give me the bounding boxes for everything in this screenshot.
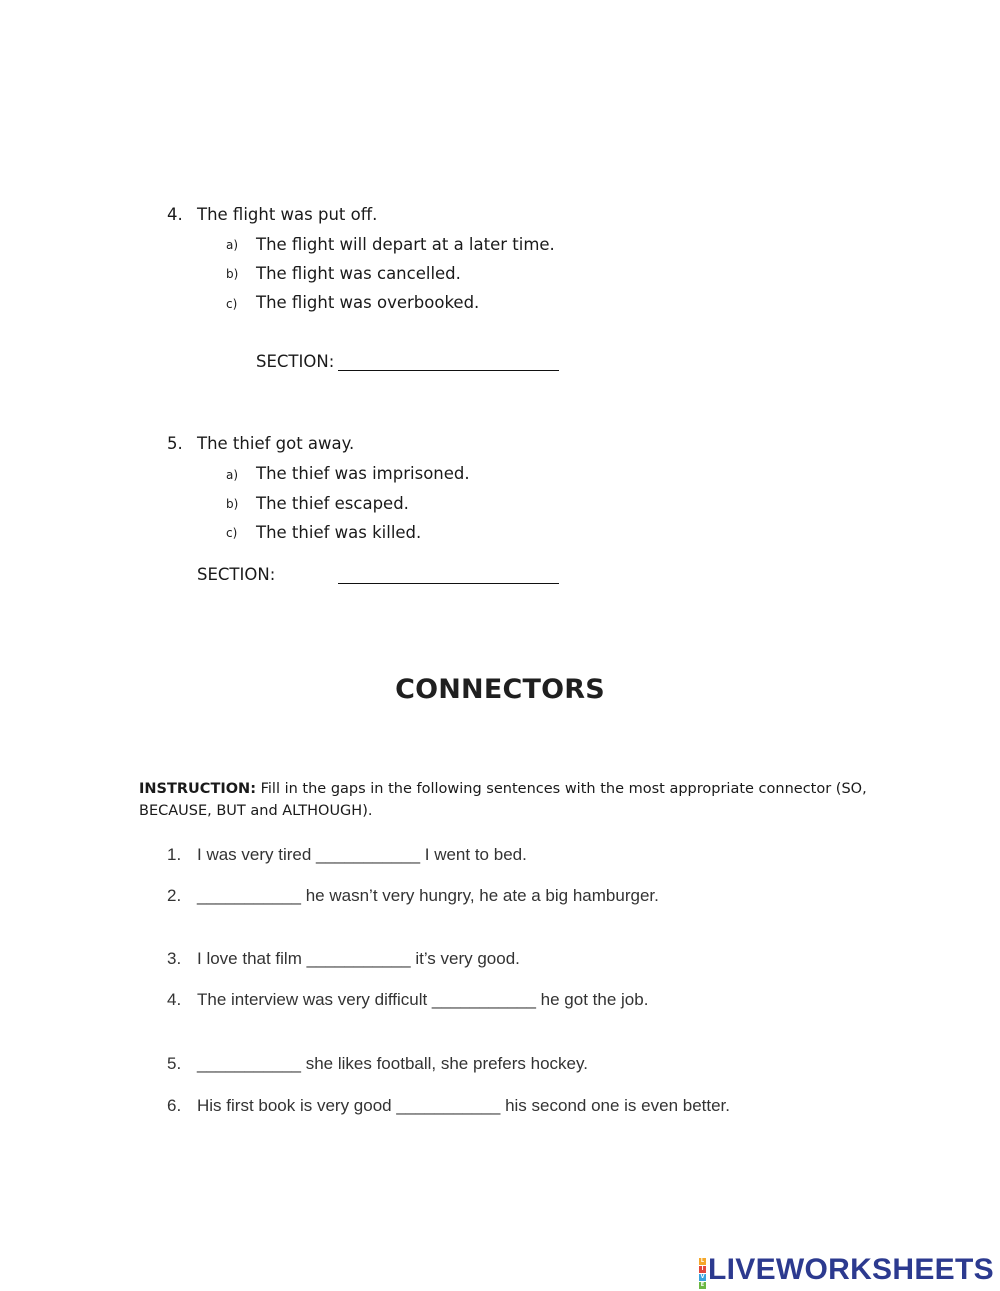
connector-sentence[interactable]: ___________ he wasn’t very hungry, he ate a big hamburger. (197, 886, 659, 905)
option-text: The flight was cancelled. (256, 264, 461, 283)
item-number: 4. (167, 990, 182, 1009)
option-letter: c) (226, 526, 238, 540)
option-text: The thief was killed. (256, 523, 422, 542)
question-number: 5. (167, 434, 183, 453)
option-text: The thief escaped. (256, 494, 409, 513)
item-number: 1. (167, 845, 182, 864)
logo-tile-v: V (700, 1274, 705, 1280)
item-number: 5. (167, 1054, 182, 1073)
section-answer-line[interactable] (338, 370, 559, 371)
section-answer-line[interactable] (338, 583, 559, 584)
logo-text: LIVEWORKSHEETS (708, 1253, 994, 1286)
section-title: CONNECTORS (395, 674, 605, 705)
instruction (139, 778, 879, 822)
option-letter: a) (226, 238, 239, 252)
question-text: The thief got away. (197, 434, 355, 453)
option-text: The flight will depart at a later time. (256, 235, 555, 254)
connector-sentence[interactable]: I love that film ___________ it’s very good. (197, 949, 520, 968)
item-number: 2. (167, 886, 182, 905)
item-number: 6. (167, 1096, 182, 1115)
logo-tile-e: E (700, 1282, 705, 1288)
connector-sentence[interactable]: ___________ she likes football, she prefers hockey. (197, 1054, 588, 1073)
question-text: The flight was put off. (197, 205, 378, 224)
logo-tile-i: I (699, 1266, 706, 1273)
connector-sentence[interactable]: The interview was very difficult ___________ he got the job. (197, 990, 649, 1009)
option-letter: c) (226, 297, 238, 311)
connector-sentence[interactable]: I was very tired ___________ I went to bed. (197, 845, 527, 864)
instruction-label: INSTRUCTION: (139, 781, 256, 797)
connector-sentence[interactable]: His first book is very good ___________ his second one is even better. (197, 1096, 731, 1115)
logo-tile-l: L (700, 1258, 705, 1264)
option-letter: b) (226, 497, 239, 511)
option-letter: a) (226, 468, 239, 482)
option-letter: b) (226, 267, 239, 281)
instruction-text: Fill in the gaps in the following sentences with the most appropriate connector (SO, BECAUSE, BUT and ALTHOUGH). (139, 781, 867, 819)
question-number: 4. (167, 205, 183, 224)
section-label: SECTION: (256, 352, 335, 371)
item-number: 3. (167, 949, 182, 968)
option-text: The flight was overbooked. (256, 293, 480, 312)
option-text: The thief was imprisoned. (256, 464, 470, 483)
section-label: SECTION: (197, 565, 276, 584)
